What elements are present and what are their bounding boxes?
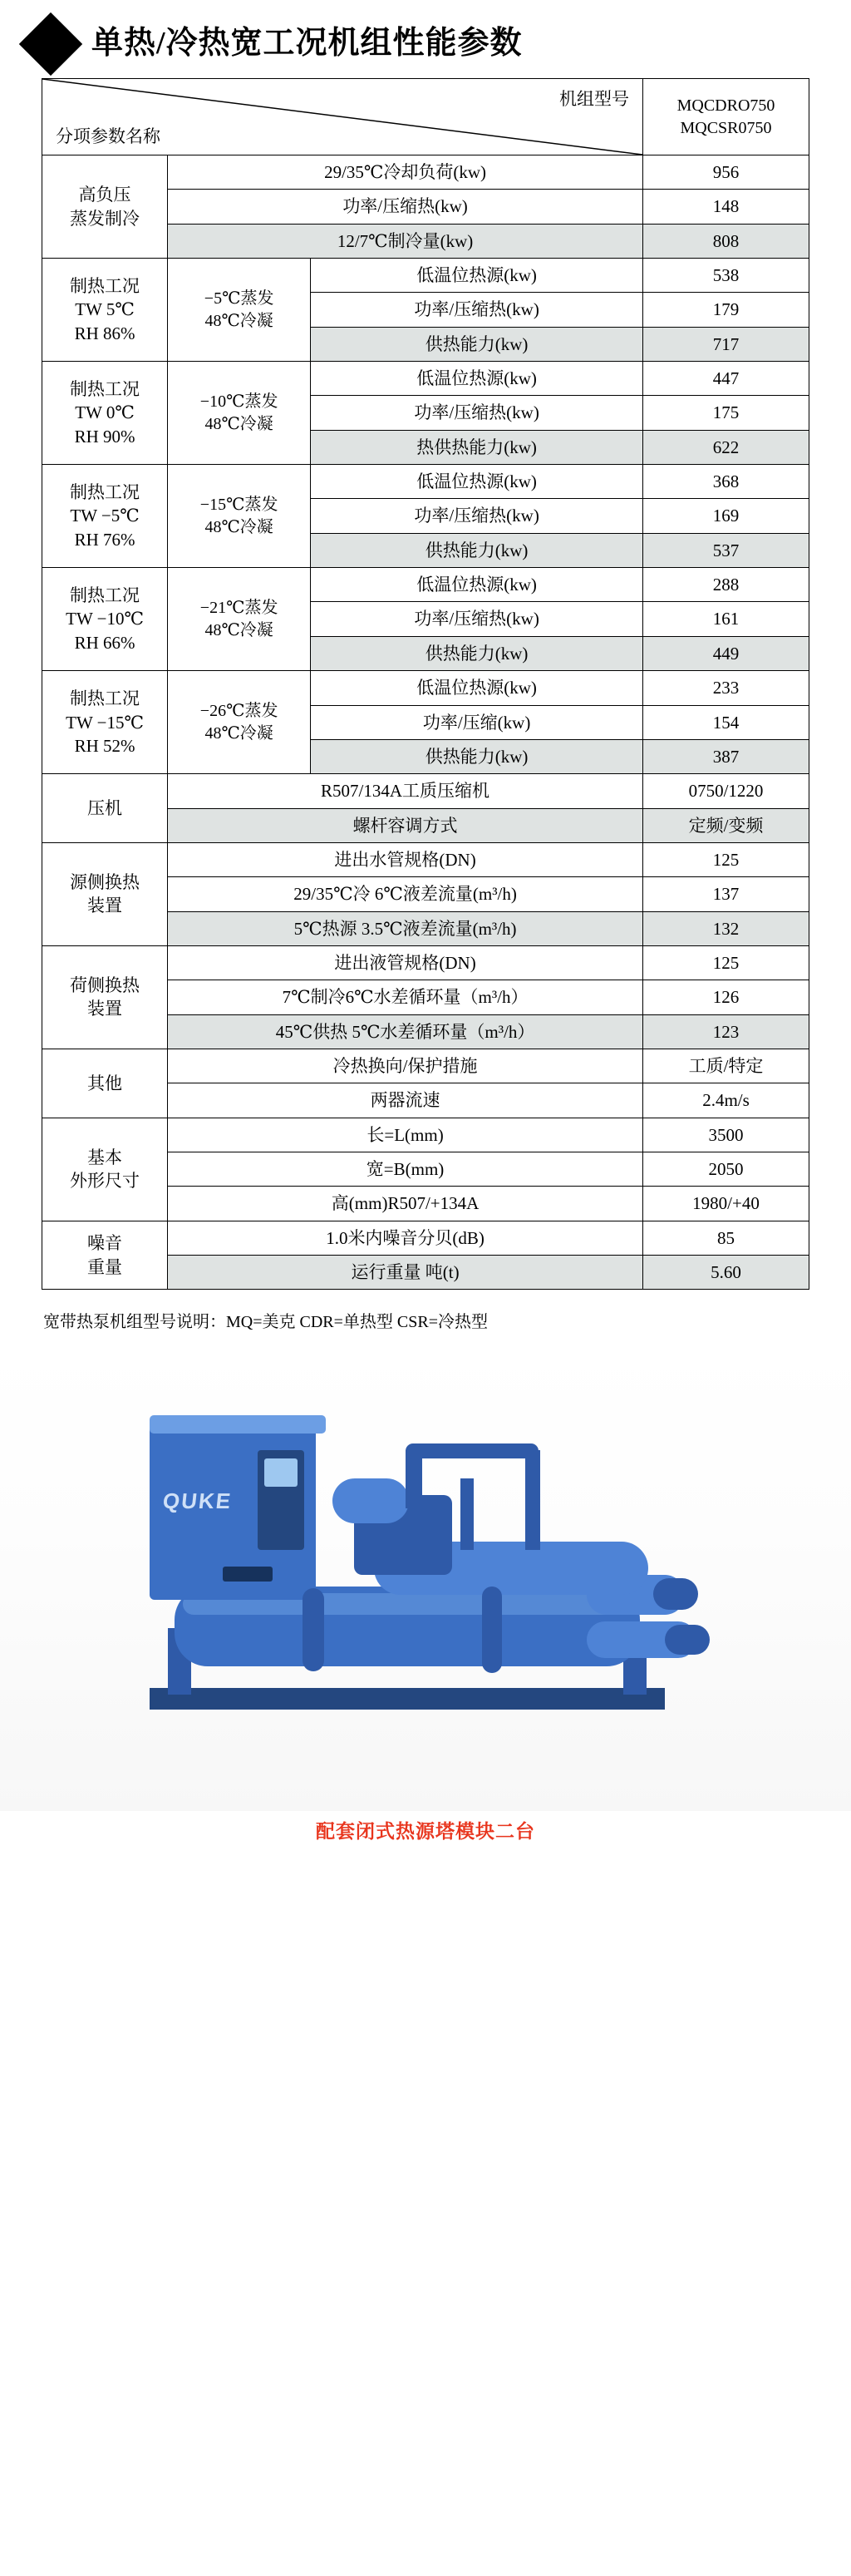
model-code-note: 宽带热泵机组型号说明：MQ=美克 CDR=单热型 CSR=冷热型 (43, 1313, 488, 1332)
page-header (0, 0, 851, 78)
parameter-value: 179 (643, 293, 809, 327)
condition-line-2: 48℃冷凝 (204, 311, 273, 330)
parameter-value: 717 (643, 327, 809, 361)
parameter-label: 1.0米内噪音分贝(dB) (168, 1221, 643, 1255)
category-line-1: 制热工况 (70, 379, 140, 400)
condition-line-1: −21℃蒸发 (199, 598, 278, 617)
parameter-value: 1980/+40 (643, 1187, 809, 1221)
parameter-label: 功率/压缩(kw) (311, 705, 643, 739)
parameter-value: 288 (643, 568, 809, 602)
row-group-category (42, 774, 168, 843)
row-group-category (42, 671, 168, 774)
category-line-3: RH 76% (74, 529, 135, 550)
row-group-condition (168, 568, 311, 671)
parameter-value: 定频/变频 (643, 808, 809, 842)
category-line-1: 压机 (87, 797, 123, 818)
table-header-param-label: 分项参数名称 (56, 126, 160, 146)
parameter-label: 低温位热源(kw) (311, 671, 643, 705)
category-line-2: TW 5℃ (75, 299, 135, 320)
row-group-category (42, 155, 168, 259)
table-row (42, 774, 809, 808)
parameter-value: 233 (643, 671, 809, 705)
table-row (42, 1049, 809, 1083)
spec-table-wrap (0, 78, 851, 1290)
table-row (42, 1118, 809, 1152)
parameter-label: R507/134A工质压缩机 (168, 774, 643, 808)
parameter-value: 125 (643, 945, 809, 980)
condition-line-2: 48℃冷凝 (204, 620, 273, 639)
table-row (42, 465, 809, 499)
row-group-category (42, 945, 168, 1049)
parameter-value: 622 (643, 430, 809, 464)
parameter-label: 进出水管规格(DN) (168, 842, 643, 876)
chiller-unit-illustration (125, 1379, 723, 1744)
parameter-value: 387 (643, 739, 809, 773)
row-group-category (42, 842, 168, 945)
row-group-condition (168, 671, 311, 774)
category-line-3: RH 52% (74, 735, 135, 756)
parameter-label: 29/35℃冷却负荷(kw) (168, 155, 643, 190)
parameter-label: 低温位热源(kw) (311, 362, 643, 396)
parameter-label: 功率/压缩热(kw) (311, 293, 643, 327)
row-group-condition (168, 465, 311, 568)
parameter-value: 148 (643, 190, 809, 224)
row-group-category (42, 1118, 168, 1221)
model-line-2: MQCSR0750 (680, 118, 772, 137)
category-line-1: 制热工况 (70, 585, 140, 606)
parameter-value: 808 (643, 224, 809, 258)
parameter-label: 低温位热源(kw) (311, 259, 643, 293)
category-line-2: 外形尺寸 (70, 1171, 140, 1192)
parameter-label: 供热能力(kw) (311, 739, 643, 773)
parameter-label: 供热能力(kw) (311, 636, 643, 670)
table-row (42, 568, 809, 602)
table-header-model-label: 机组型号 (559, 89, 630, 109)
parameter-value: 169 (643, 499, 809, 533)
condition-line-2: 48℃冷凝 (204, 517, 273, 536)
parameter-label: 12/7℃制冷量(kw) (168, 224, 643, 258)
photo-caption: 配套闭式热源塔模块二台 (316, 1821, 535, 1843)
brand-logo-text: QUKE (161, 1488, 234, 1514)
category-line-1: 高负压 (78, 185, 131, 205)
parameter-value: 449 (643, 636, 809, 670)
parameter-value: 132 (643, 911, 809, 945)
parameter-value: 85 (643, 1221, 809, 1255)
parameter-label: 热供热能力(kw) (311, 430, 643, 464)
table-row (42, 362, 809, 396)
row-group-category (42, 568, 168, 671)
condition-line-1: −15℃蒸发 (199, 495, 278, 514)
parameter-value: 123 (643, 1014, 809, 1049)
category-line-3: RH 90% (74, 426, 135, 447)
spec-table (42, 78, 809, 1290)
category-line-1: 其他 (87, 1073, 123, 1093)
parameter-label: 进出液管规格(DN) (168, 945, 643, 980)
category-line-1: 基本 (87, 1147, 123, 1167)
category-line-2: 装置 (87, 999, 123, 1019)
model-number-cell (643, 79, 809, 155)
table-corner-header (42, 79, 643, 155)
parameter-value: 154 (643, 705, 809, 739)
parameter-label: 冷热换向/保护措施 (168, 1049, 643, 1083)
page-title: 单热/冷热宽工况机组性能参数 (91, 26, 523, 62)
parameter-label: 供热能力(kw) (311, 533, 643, 567)
row-group-condition (168, 362, 311, 465)
model-line-1: MQCDRO750 (676, 96, 775, 115)
category-line-3: RH 86% (74, 323, 135, 343)
category-line-1: 制热工况 (70, 482, 140, 503)
table-row (42, 1221, 809, 1255)
table-row (42, 945, 809, 980)
parameter-label: 功率/压缩热(kw) (311, 396, 643, 430)
parameter-value: 3500 (643, 1118, 809, 1152)
category-line-1: 荷侧换热 (70, 975, 140, 996)
parameter-label: 螺杆容调方式 (168, 808, 643, 842)
category-line-1: 制热工况 (70, 688, 140, 709)
category-line-1: 噪音 (87, 1233, 123, 1254)
condition-line-1: −10℃蒸发 (199, 392, 278, 411)
category-line-2: TW −15℃ (66, 712, 144, 733)
parameter-label: 宽=B(mm) (168, 1152, 643, 1186)
table-row (42, 259, 809, 293)
category-line-2: 装置 (87, 896, 123, 916)
category-line-2: TW 0℃ (75, 402, 135, 423)
parameter-value: 537 (643, 533, 809, 567)
condition-line-2: 48℃冷凝 (204, 414, 273, 433)
category-line-3: RH 66% (74, 632, 135, 653)
parameter-value: 161 (643, 602, 809, 636)
row-group-category (42, 1221, 168, 1290)
parameter-label: 功率/压缩热(kw) (311, 499, 643, 533)
parameter-label: 功率/压缩热(kw) (168, 190, 643, 224)
category-line-1: 源侧换热 (70, 872, 140, 893)
row-group-category (42, 1049, 168, 1118)
condition-line-2: 48℃冷凝 (204, 723, 273, 743)
parameter-label: 供热能力(kw) (311, 327, 643, 361)
parameter-label: 45℃供热 5℃水差循环量（m³/h） (168, 1014, 643, 1049)
row-group-category (42, 465, 168, 568)
category-line-2: TW −5℃ (70, 506, 140, 526)
parameter-value: 956 (643, 155, 809, 190)
table-row (42, 842, 809, 876)
category-line-2: TW −10℃ (66, 609, 144, 629)
parameter-value: 工质/特定 (643, 1049, 809, 1083)
parameter-value: 0750/1220 (643, 774, 809, 808)
parameter-label: 29/35℃冷 6℃液差流量(m³/h) (168, 877, 643, 911)
category-line-1: 制热工况 (70, 276, 140, 297)
product-photo (0, 1345, 851, 1811)
row-group-category (42, 259, 168, 362)
parameter-value: 538 (643, 259, 809, 293)
parameter-value: 126 (643, 980, 809, 1014)
parameter-label: 低温位热源(kw) (311, 568, 643, 602)
parameter-value: 125 (643, 842, 809, 876)
category-line-2: 重量 (87, 1256, 123, 1277)
parameter-value: 2.4m/s (643, 1083, 809, 1118)
diamond-bullet-icon (19, 12, 82, 76)
category-line-2: 蒸发制冷 (70, 208, 140, 229)
parameter-label: 长=L(mm) (168, 1118, 643, 1152)
row-group-category (42, 362, 168, 465)
parameter-label: 低温位热源(kw) (311, 465, 643, 499)
parameter-label: 高(mm)R507/+134A (168, 1187, 643, 1221)
spec-table-body (42, 79, 809, 1290)
table-row (42, 671, 809, 705)
row-group-condition (168, 259, 311, 362)
parameter-value: 2050 (643, 1152, 809, 1186)
parameter-label: 5℃热源 3.5℃液差流量(m³/h) (168, 911, 643, 945)
parameter-label: 功率/压缩热(kw) (311, 602, 643, 636)
parameter-value: 175 (643, 396, 809, 430)
parameter-label: 运行重量 吨(t) (168, 1256, 643, 1290)
condition-line-1: −26℃蒸发 (199, 701, 278, 720)
parameter-value: 447 (643, 362, 809, 396)
parameter-value: 368 (643, 465, 809, 499)
parameter-value: 137 (643, 877, 809, 911)
table-row (42, 155, 809, 190)
parameter-label: 7℃制冷6℃水差循环量（m³/h） (168, 980, 643, 1014)
condition-line-1: −5℃蒸发 (204, 289, 274, 308)
parameter-value: 5.60 (643, 1256, 809, 1290)
parameter-label: 两器流速 (168, 1083, 643, 1118)
